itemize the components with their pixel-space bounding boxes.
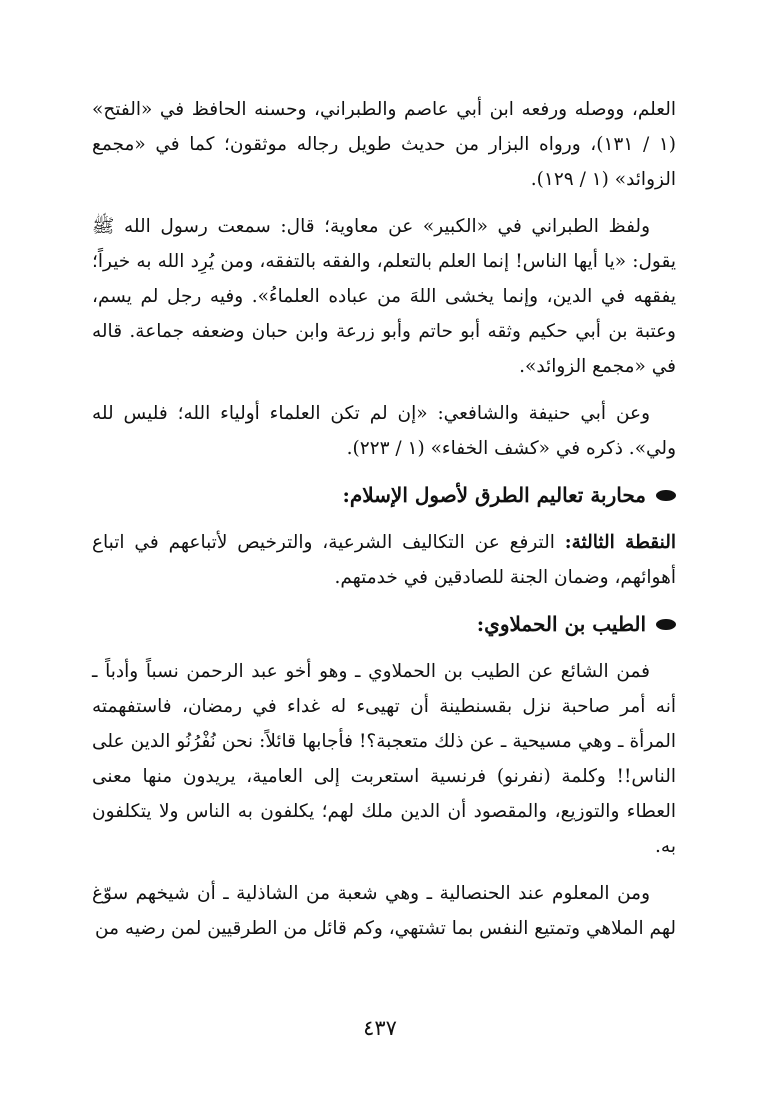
- paragraph-5: فمن الشائع عن الطيب بن الحملاوي ـ وهو أخو عبد الرحمن نسباً وأدباً ـ أنه أمر صاحبة نزل بقسنطينة أن تهيىء له غداء في رمضان، فاستفهمته المرأة ـ وهي مسيحية ـ عن ذلك متعجبة؟! فأجابها قائلاً: نحن نُفْرُنُو الدين على الناس!! وكلمة (نفرنو) فرنسية استعربت إلى العامية، يريدون منها معنى العطاء والتوزيع، والمقصود أن الدين ملك لهم؛ يكلفون به الناس ولا يتكلفون به.: [92, 661, 676, 857]
- bullet-icon: [656, 619, 676, 630]
- page-body: [92, 92, 676, 958]
- paragraph-2: ولفظ الطبراني في «الكبير» عن معاوية؛ قال: سمعت رسول الله ﷺ يقول: «يا أيها الناس! إنما العلم بالتعلم، والفقه بالتفقه، ومن يُرِد الله به خيراً؛ يفقهه في الدين، وإنما يخشى اللهَ من عباده العلماءُ». وفيه رجل لم يسم، وعتبة بن أبي حكيم وثقه أبو حاتم وأبو زرعة وابن حبان وضعفه جماعة. قاله في «مجمع الزوائد».: [92, 216, 676, 377]
- paragraph-1: العلم، ووصله ورفعه ابن أبي عاصم والطبراني، وحسنه الحافظ في «الفتح» (١ / ١٣١)، ورواه البزار من حديث طويل رجاله موثقون؛ كما في «مجمع الزوائد» (١ / ١٢٩).: [92, 99, 676, 190]
- section-heading-1-text: محاربة تعاليم الطرق لأصول الإسلام:: [342, 483, 646, 507]
- paragraph-6: ومن المعلوم عند الحنصالية ـ وهي شعبة من الشاذلية ـ أن شيخهم سوّغ لهم الملاهي وتمتيع النفس بما تشتهي، وكم قائل من الطرقيين لمن رضيه من: [92, 883, 676, 939]
- page-number: ٤٣٧: [363, 1016, 397, 1040]
- bullet-icon: [656, 490, 676, 501]
- paragraph-4-body: الترفع عن التكاليف الشرعية، والترخيص لأتباعهم في اتباع أهوائهم، وضمان الجنة للصادقين في خدمتهم.: [92, 532, 676, 588]
- section-heading-1: [92, 478, 676, 513]
- point-label: النقطة الثالثة:: [564, 532, 676, 553]
- section-heading-2: [92, 607, 676, 642]
- paragraph-3: وعن أبي حنيفة والشافعي: «إن لم تكن العلماء أولياء الله؛ فليس لله ولي». ذكره في «كشف الخفاء» (١ / ٢٢٣).: [92, 403, 676, 459]
- paragraph-4: [92, 525, 676, 595]
- section-heading-2-text: الطيب بن الحملاوي:: [476, 612, 646, 636]
